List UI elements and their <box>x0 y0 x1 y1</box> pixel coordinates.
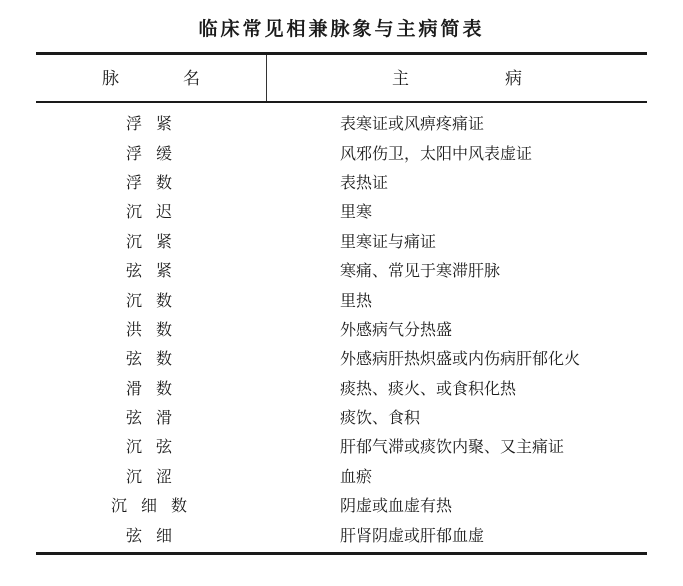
disease-cell: 表热证 <box>340 172 389 192</box>
disease-cell: 痰饮、食积 <box>340 408 421 428</box>
pulse-cell: 浮缓 <box>125 143 186 163</box>
header-pulse: 脉名 <box>102 69 264 89</box>
table-row <box>36 343 647 372</box>
table-row <box>36 373 647 402</box>
pulse-cell: 弦滑 <box>125 408 186 428</box>
pulse-cell: 沉迟 <box>125 202 186 222</box>
disease-cell: 外感病肝热炽盛或内伤病肝郁化火 <box>340 349 581 369</box>
disease-cell: 里寒 <box>340 202 373 222</box>
header-disease: 主病 <box>392 69 618 89</box>
table-row <box>36 255 647 284</box>
pulse-cell: 沉数 <box>125 290 186 310</box>
table-body <box>36 108 647 549</box>
table-row <box>36 196 647 225</box>
pulse-cell: 洪数 <box>125 319 186 339</box>
top-rule <box>36 52 647 55</box>
pulse-cell: 浮数 <box>125 172 186 192</box>
table-row <box>36 519 647 548</box>
disease-cell: 血瘀 <box>340 466 373 486</box>
disease-cell: 里寒证与痛证 <box>340 231 437 251</box>
table-row <box>36 167 647 196</box>
table-title: 临床常见相兼脉象与主病简表 <box>198 18 485 40</box>
disease-cell: 痰热、痰火、或食积化热 <box>340 378 517 398</box>
pulse-cell: 弦紧 <box>125 261 186 281</box>
table-row <box>36 314 647 343</box>
disease-cell: 阴虚或血虚有热 <box>340 496 453 516</box>
table-row <box>36 431 647 460</box>
table-row <box>36 461 647 490</box>
table-row <box>36 226 647 255</box>
header-rule <box>36 101 647 103</box>
pulse-cell: 浮紧 <box>125 114 186 134</box>
table-row <box>36 108 647 137</box>
disease-cell: 表寒证或风痹疼痛证 <box>340 114 485 134</box>
disease-cell: 风邪伤卫，太阳中风表虚证 <box>340 143 533 163</box>
disease-cell: 外感病气分热盛 <box>340 319 453 339</box>
table-row <box>36 284 647 313</box>
disease-cell: 肝郁气滞或痰饮内聚、又主痛证 <box>340 437 565 457</box>
pulse-cell: 弦细 <box>125 525 186 545</box>
pulse-cell: 滑数 <box>125 378 186 398</box>
pulse-cell: 沉涩 <box>125 466 186 486</box>
disease-cell: 里热 <box>340 290 373 310</box>
bottom-rule <box>36 552 647 555</box>
table-row <box>36 402 647 431</box>
disease-cell: 肝肾阴虚或肝郁血虚 <box>340 525 485 545</box>
table-row <box>36 490 647 519</box>
pulse-cell: 弦数 <box>125 349 186 369</box>
pulse-cell: 沉弦 <box>125 437 186 457</box>
pulse-cell: 沉紧 <box>125 231 186 251</box>
disease-cell: 寒痛、常见于寒滞肝脉 <box>340 261 501 281</box>
pulse-cell: 沉细数 <box>110 496 201 516</box>
table-row <box>36 137 647 166</box>
